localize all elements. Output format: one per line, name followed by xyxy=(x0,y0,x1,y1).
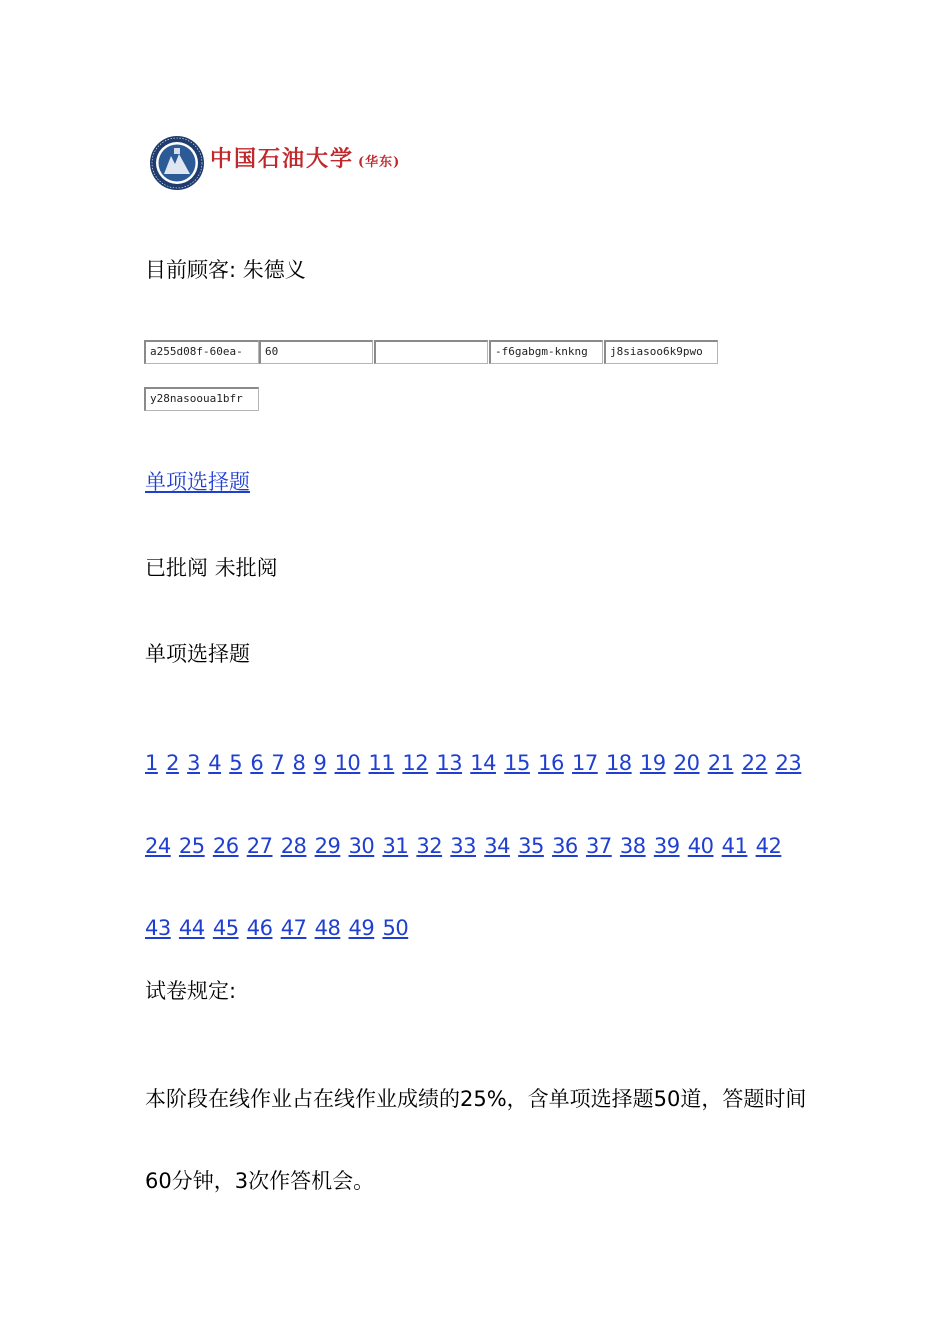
university-name-text: 中国石油大学 xyxy=(210,146,355,172)
question-link-8[interactable]: 8 xyxy=(292,751,306,775)
question-link-10[interactable]: 10 xyxy=(334,751,361,775)
question-link-21[interactable]: 21 xyxy=(707,751,734,775)
question-link-37[interactable]: 37 xyxy=(585,833,612,858)
university-campus-text: (华东) xyxy=(358,155,401,170)
question-link-14[interactable]: 14 xyxy=(470,751,496,775)
hidden-field-3[interactable] xyxy=(374,340,488,364)
question-link-1[interactable]: 1 xyxy=(145,751,158,775)
question-link-45[interactable]: 45 xyxy=(212,916,239,940)
question-link-16[interactable]: 16 xyxy=(538,751,564,775)
question-link-44[interactable]: 44 xyxy=(178,916,205,940)
question-link-31[interactable]: 31 xyxy=(382,833,409,858)
question-link-2[interactable]: 2 xyxy=(166,751,179,775)
hidden-field-2[interactable]: 60 xyxy=(259,340,373,364)
question-link-7[interactable]: 7 xyxy=(271,751,285,775)
hidden-field-4[interactable]: -f6gabgm-knkng xyxy=(489,340,603,364)
question-link-28[interactable]: 28 xyxy=(280,833,307,858)
customer-name: 朱德义 xyxy=(242,258,306,282)
question-link-4[interactable]: 4 xyxy=(208,751,222,775)
question-link-41[interactable]: 41 xyxy=(721,833,748,858)
question-link-42[interactable]: 42 xyxy=(755,833,782,858)
reviewed-label[interactable]: 已批阅 xyxy=(145,556,208,580)
question-link-40[interactable]: 40 xyxy=(687,833,714,858)
section-title: 单项选择题 xyxy=(145,642,250,666)
question-link-24[interactable]: 24 xyxy=(145,833,171,858)
university-logo xyxy=(148,134,408,196)
hidden-field-6[interactable]: y28nasooua1bfr xyxy=(144,387,259,411)
current-customer xyxy=(145,255,306,285)
question-link-6[interactable]: 6 xyxy=(250,751,264,775)
question-link-43[interactable]: 43 xyxy=(145,916,171,940)
question-link-35[interactable]: 35 xyxy=(518,833,544,858)
question-link-17[interactable]: 17 xyxy=(572,751,598,775)
question-number-list xyxy=(145,722,815,970)
question-link-5[interactable]: 5 xyxy=(229,751,243,775)
hidden-field-1[interactable]: a255d08f-60ea- xyxy=(144,340,259,364)
question-link-29[interactable]: 29 xyxy=(314,833,341,858)
question-link-20[interactable]: 20 xyxy=(673,751,700,775)
question-link-26[interactable]: 26 xyxy=(212,833,239,858)
question-link-48[interactable]: 48 xyxy=(314,916,341,940)
question-link-18[interactable]: 18 xyxy=(605,751,632,775)
question-link-36[interactable]: 36 xyxy=(552,833,578,858)
rules-heading: 试卷规定: xyxy=(145,979,237,1003)
rules-body: 本阶段在线作业占在线作业成绩的25%，含单项选择题50道，答题时间60分钟，3次作答机会。 xyxy=(145,1087,807,1193)
question-link-50[interactable]: 50 xyxy=(382,916,409,940)
question-link-27[interactable]: 27 xyxy=(246,833,273,858)
question-link-19[interactable]: 19 xyxy=(639,751,666,775)
question-link-25[interactable]: 25 xyxy=(178,833,205,858)
question-link-9[interactable]: 9 xyxy=(313,751,327,775)
question-link-3[interactable]: 3 xyxy=(187,751,200,775)
question-link-23[interactable]: 23 xyxy=(775,751,802,775)
hidden-field-5[interactable]: j8siasoo6k9pwo xyxy=(604,340,718,364)
question-link-47[interactable]: 47 xyxy=(280,916,307,940)
university-seal-icon xyxy=(148,134,206,192)
question-link-15[interactable]: 15 xyxy=(504,751,530,775)
question-link-13[interactable]: 13 xyxy=(436,751,463,775)
review-status xyxy=(145,553,278,583)
question-link-34[interactable]: 34 xyxy=(484,833,510,858)
question-link-46[interactable]: 46 xyxy=(246,916,273,940)
question-link-12[interactable]: 12 xyxy=(402,751,429,775)
question-link-22[interactable]: 22 xyxy=(741,751,768,775)
question-link-33[interactable]: 33 xyxy=(450,833,477,858)
customer-label: 目前顾客: xyxy=(145,258,237,282)
question-link-39[interactable]: 39 xyxy=(653,833,680,858)
question-link-30[interactable]: 30 xyxy=(348,833,375,858)
question-link-38[interactable]: 38 xyxy=(619,833,646,858)
question-link-32[interactable]: 32 xyxy=(416,833,443,858)
single-choice-link[interactable]: 单项选择题 xyxy=(145,470,250,494)
unreviewed-label[interactable]: 未批阅 xyxy=(214,556,278,580)
university-name xyxy=(210,142,400,173)
question-link-49[interactable]: 49 xyxy=(348,916,375,940)
question-link-11[interactable]: 11 xyxy=(368,751,395,775)
